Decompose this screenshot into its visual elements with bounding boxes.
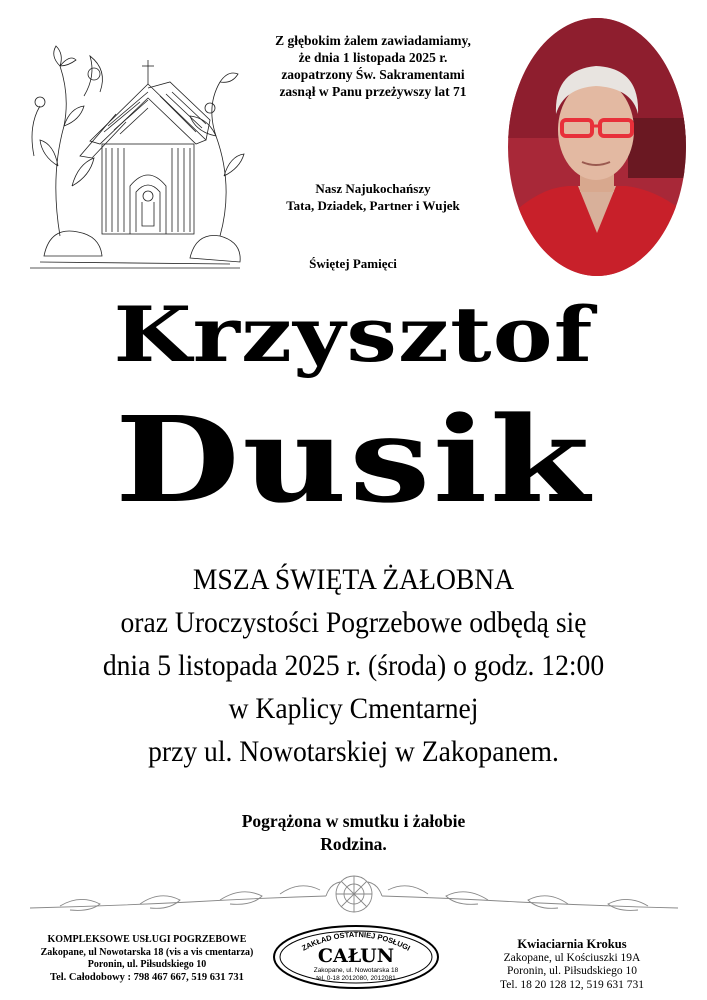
ceremony-details [0,558,707,773]
calun-funeral-logo [272,924,440,990]
funeral-services-phone: Tel. Całodobowy : 798 467 667, 519 631 731 [50,971,244,983]
chapel-sketch-illustration [20,36,248,276]
family-relation [228,180,518,214]
memory-label: Świętej Pamięci [309,256,397,271]
florist-phone: Tel. 18 20 128 12, 519 631 731 [500,978,644,991]
announcement-intro [228,32,518,100]
floral-ornament-divider [30,872,678,922]
funeral-services-address: Zakopane, ul Nowotarska 18 (vis a vis cmentarza) [40,946,254,958]
family-line: Tata, Dziadek, Partner i Wujek [286,198,460,213]
family-line: Nasz Najukochańszy [315,181,431,196]
intro-line: że dnia 1 listopada 2025 r. [298,50,448,65]
ceremony-line: MSZA ŚWIĘTA ŻAŁOBNA [192,563,515,596]
mourners-line: Pogrążona w smutku i żałobie [241,811,466,831]
florist-address: Poronin, ul. Piłsudskiego 10 [506,965,638,977]
funeral-services-info [12,934,282,984]
intro-line: zaopatrzony Św. Sakramentami [281,67,465,82]
intro-line: zasnął w Panu przeżywszy lat 71 [279,84,467,99]
deceased-last-name: Dusik [114,390,593,529]
logo-phone: tel. 0-18 2012080, 2012081 [316,975,396,982]
mourners-signature [0,810,707,856]
florist-title: Kwiaciarnia Krokus [517,937,627,951]
ceremony-line: oraz Uroczystości Pogrzebowe odbędą się [120,606,587,639]
funeral-services-title: KOMPLEKSOWE USŁUGI POGRZEBOWE [47,934,247,945]
ceremony-line: w Kaplicy Cmentarnej [228,692,479,725]
florist-address: Zakopane, ul Kościuszki 19A [503,951,641,964]
deceased-first-name: Krzysztof [113,290,594,379]
ceremony-line: przy ul. Nowotarskiej w Zakopanem. [148,735,559,768]
ceremony-line: dnia 5 listopada 2025 r. (środa) o godz. 12:00 [102,649,605,682]
intro-line: Z głębokim żalem zawiadamiamy, [275,33,471,48]
logo-arc-text: ZAKŁAD OSTATNIEJ POSŁUGI [300,929,412,953]
florist-info [446,938,698,992]
logo-name: CAŁUN [317,945,395,967]
logo-address: Zakopane, ul. Nowotarska 18 [313,967,399,974]
funeral-services-address: Poronin, ul. Piłsudskiego 10 [87,959,207,970]
deceased-portrait-photo [508,18,686,276]
mourners-line: Rodzina. [320,834,387,854]
